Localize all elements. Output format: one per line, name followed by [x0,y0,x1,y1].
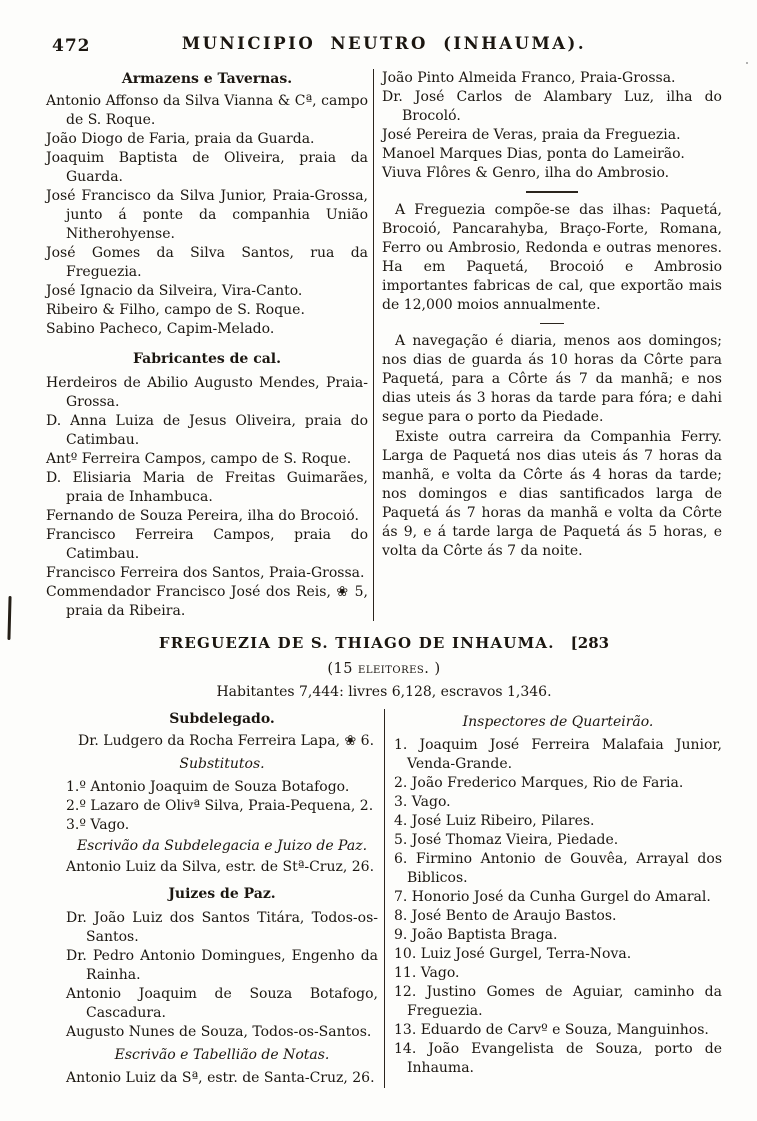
directory-entry: Antonio Affonso da Silva Vianna & Cª, campo de S. Roque. [46,93,368,128]
bottom-two-column-block [46,709,722,1088]
inspector-entry: 11. Vago. [394,965,460,981]
inspector-entry: 7. Honorio José da Cunha Gurgel do Amaral. [394,889,711,905]
inhabitants-statistics: Habitantes 7,444: livres 6,128, escravos 1,346. [216,684,552,700]
top-two-column-block [46,69,722,621]
running-title: MUNICIPIO NEUTRO (INHAUMA). [181,34,587,53]
directory-entry: Francisco Ferreira dos Santos, Praia-Grossa. [46,565,365,581]
inspector-entry: 8. José Bento de Araujo Bastos. [394,908,617,924]
inspector-entry: 2. João Frederico Marques, Rio de Faria. [394,775,684,791]
directory-entry: Herdeiros de Abilio Augusto Mendes, Praia-Grossa. [46,375,368,410]
directory-entry: Francisco Ferreira Campos, praia do Catimbau. [46,527,368,562]
inspector-entry: 13. Eduardo de Carvº e Souza, Manguinhos. [394,1022,709,1038]
heading-escrivao-notas: Escrivão e Tabellião de Notas. [114,1047,330,1063]
freguezia-title: FREGUEZIA DE S. THIAGO DE INHAUMA. [158,634,555,652]
heading-escrivao-subdelegacia: Escrivão da Subdelegacia e Juizo de Paz. [76,838,368,854]
substitutos-list [66,778,378,835]
subdelegado-entry: Dr. Ludgero da Rocha Ferreira Lapa, ❀ 6. [78,733,375,749]
heading-inspectores: Inspectores de Quarteirão. [462,714,654,730]
heading-juizes-de-paz: Juizes de Paz. [168,886,276,902]
directory-entry: José Pereira de Veras, praia da Freguezia. [382,127,681,143]
directory-entry: Ribeiro & Filho, campo de S. Roque. [46,302,305,318]
directory-entry: Dr. José Carlos de Alambary Luz, ilha do Brocoló. [382,89,722,124]
paragraph-ferry: Existe outra carreira da Companhia Ferry. Larga de Paquetá nos dias uteis ás 7 horas da manhã, e volta da Côrte ás 4 horas da tarde; nos domingos e dias santificados larga de Paquetá ás 7 horas da manhã e volta da Côrte ás 9, e á tarde larga de Paquetá ás 5 horas, e volta da Côrte ás 7 da noite. [382,429,722,560]
directory-entry: Joaquim Baptista de Oliveira, praia da Guarda. [46,150,368,185]
directory-entry: Sabino Pacheco, Capim-Melado. [46,321,275,337]
heading-substitutos: Substitutos. [179,756,265,772]
heading-subdelegado: Subdelegado. [169,711,275,727]
directory-entry: Antº Ferreira Campos, campo de S. Roque. [46,451,352,467]
top-right-column [373,69,722,621]
fabricantes-list [46,374,368,621]
directory-entry: Fernando de Souza Pereira, ilha do Brocoió. [46,508,359,524]
freguezia-section-header [46,634,722,700]
directory-entry: José Francisco da Silva Junior, Praia-Grossa, junto á ponte da companhia União Nitherohyense. [46,188,368,242]
paragraph-navegacao: A navegação é diaria, menos aos domingos; nos dias de guarda ás 10 horas da Côrte para Paquetá, para a Côrte ás 7 da manhã; e nos dias uteis ás 3 horas da tarde para fóra; e dahi segue para o porto da Piedade. [382,333,722,426]
inspectores-list [394,736,722,1078]
directory-entry: João Diogo de Faria, praia da Guarda. [46,131,315,147]
inspector-entry: 6. Firmino Antonio de Gouvêa, Arrayal dos Biblicos. [394,851,722,886]
directory-entry: Commendador Francisco José dos Reis, ❀ 5, praia da Ribeira. [46,584,368,619]
page-number: 472 [52,36,91,56]
page-header [46,34,722,60]
right-directory-list [382,69,722,183]
directory-entry: José Gomes da Silva Santos, rua da Freguezia. [46,245,368,280]
directory-entry: D. Anna Luiza de Jesus Oliveira, praia do Catimbau. [46,413,368,448]
inspector-entry: 10. Luiz José Gurgel, Terra-Nova. [394,946,632,962]
ink-smudge-artifact [7,596,11,640]
inspector-entry: 3. Vago. [394,794,451,810]
directory-entry: D. Elisiaria Maria de Freitas Guimarães, praia de Inhambuca. [46,470,368,505]
juizes-list [66,909,378,1042]
bottom-left-column [46,709,384,1088]
section-heading-fabricantes: Fabricantes de cal. [133,351,281,367]
substituto-entry: 1.º Antonio Joaquim de Souza Botafogo. [66,779,350,795]
juiz-entry: Dr. João Luiz dos Santos Titára, Todos-os-Santos. [66,910,378,945]
directory-entry: José Ignacio da Silveira, Vira-Canto. [46,283,303,299]
inspector-entry: 4. José Luiz Ribeiro, Pilares. [394,813,595,829]
section-divider-rule [540,323,564,325]
page-content [46,34,722,1088]
inspector-entry: 14. João Evangelista de Souza, porto de Inhauma. [394,1041,722,1076]
paragraph-ilhas: A Freguezia compõe-se das ilhas: Paquetá, Brocoió, Pancarahyba, Braço-Forte, Romana, Ferro ou Ambrosio, Redonda e outras menores. Ha em Paquetá, Brocoió e Ambrosio importantes fabricas de cal, que exportão mais de 12,000 moios annualmente. [382,201,722,313]
directory-entry: Viuva Flôres & Genro, ilha do Ambrosio. [382,165,670,181]
directory-entry: Manoel Marques Dias, ponta do Lameirão. [382,146,685,162]
escrivao-notas-entry: Antonio Luiz da Sª, estr. de Santa-Cruz, 26. [66,1070,375,1086]
substituto-entry: 2.º Lazaro de Olivª Silva, Praia-Pequena, 2. [66,798,374,814]
juiz-entry: Antonio Joaquim de Souza Botafogo, Cascadura. [66,986,378,1021]
juiz-entry: Dr. Pedro Antonio Domingues, Engenho da Rainha. [66,948,378,983]
bottom-right-column [384,709,722,1088]
inspector-entry: 9. João Baptista Braga. [394,927,558,943]
inspector-entry: 12. Justino Gomes de Aguiar, caminho da Freguezia. [394,984,722,1019]
escrivao-subdelegacia-entry: Antonio Luiz da Silva, estr. de Stª-Cruz, 26. [66,859,375,875]
electors-count: (15 eleitores. ) [327,661,441,677]
directory-entry: João Pinto Almeida Franco, Praia-Grossa. [382,70,676,86]
top-left-column [46,69,373,621]
column-reference-number: [283 [570,634,610,652]
freguezia-title-row [46,634,722,652]
substituto-entry: 3.º Vago. [66,817,130,833]
inspector-entry: 1. Joaquim José Ferreira Malafaia Junior, Venda-Grande. [394,737,722,772]
inspector-entry: 5. José Thomaz Vieira, Piedade. [394,832,619,848]
section-divider-rule [526,191,578,193]
armazens-list [46,92,368,339]
juiz-entry: Augusto Nunes de Souza, Todos-os-Santos. [66,1024,372,1040]
section-heading-armazens: Armazens e Tavernas. [121,71,293,87]
scan-speck [746,62,748,64]
